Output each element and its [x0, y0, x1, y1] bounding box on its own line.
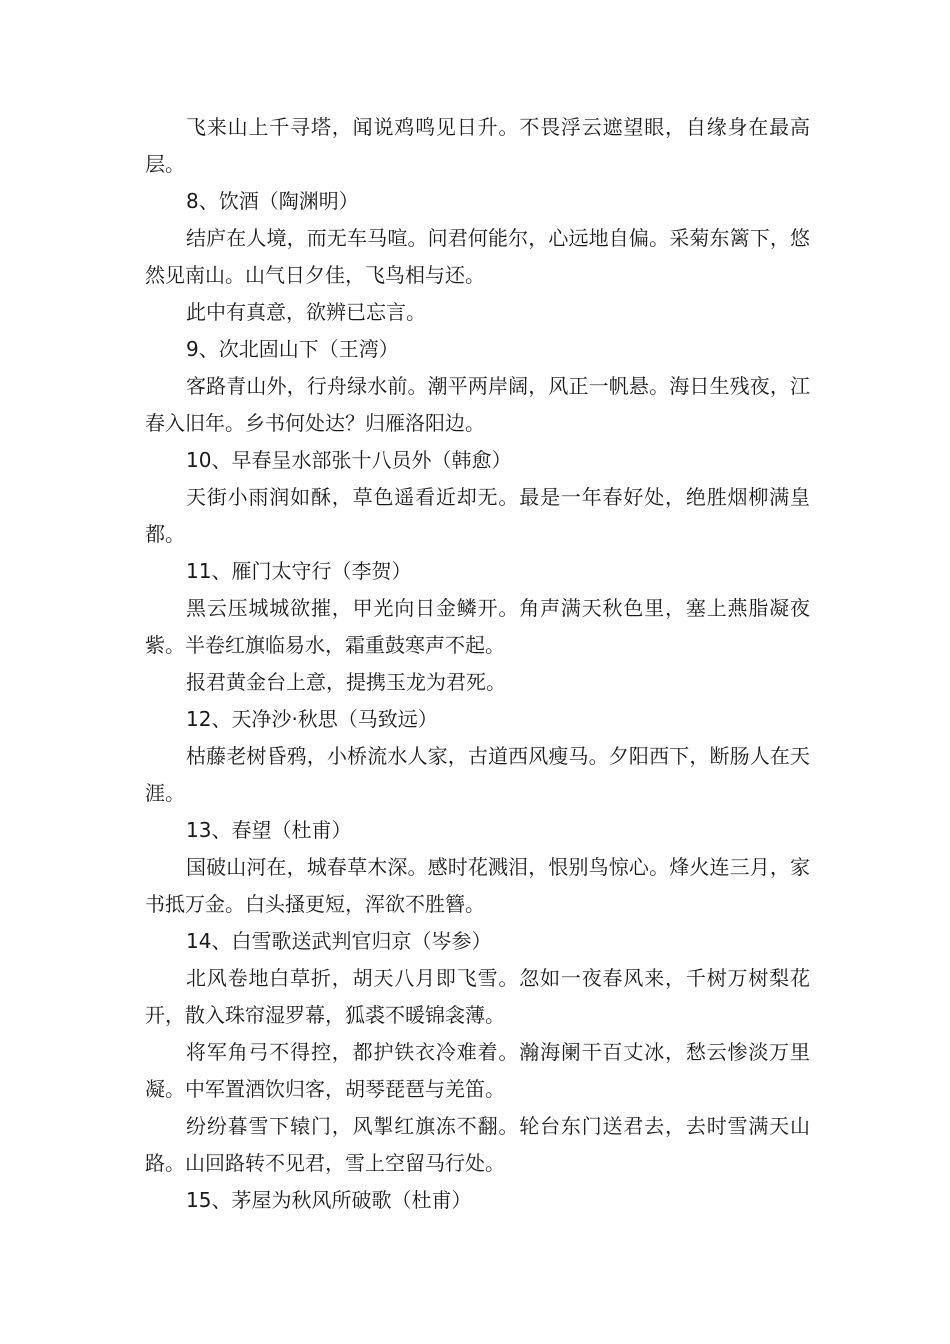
poem-text: 此中有真意，欲辨已忘言。	[186, 300, 426, 324]
poem-text: 将军角弓不得控，都护铁衣冷难着。瀚海阑干百丈冰，愁云惨淡万里凝。中军置酒饮归客，胡琴琵琶与羌笛。	[145, 1040, 810, 1101]
poem-text: 报君黄金台上意，提携玉龙为君死。	[186, 670, 506, 694]
poem-text: 北风卷地白草折，胡天八月即飞雪。忽如一夜春风来，千树万树梨花开，散入珠帘湿罗幕，狐裘不暖锦衾薄。	[145, 966, 810, 1027]
poem-heading: 9、次北固山下（王湾）	[186, 337, 399, 361]
poem-heading: 8、饮酒（陶渊明）	[186, 189, 359, 213]
poem-text: 结庐在人境，而无车马喧。问君何能尔，心远地自偏。采菊东篱下，悠然见南山。山气日夕佳，飞鸟相与还。	[145, 226, 810, 287]
poem-heading: 12、天净沙·秋思（马致远）	[186, 707, 438, 731]
poem-text: 国破山河在，城春草木深。感时花溅泪，恨别鸟惊心。烽火连三月，家书抵万金。白头搔更短，浑欲不胜簪。	[145, 855, 810, 916]
document-body	[145, 109, 810, 1219]
poem-text: 枯藤老树昏鸦，小桥流水人家，古道西风瘦马。夕阳西下，断肠人在天涯。	[145, 744, 810, 805]
poem-heading: 15、茅屋为秋风所破歌（杜甫）	[186, 1188, 472, 1212]
poem-text: 黑云压城城欲摧，甲光向日金鳞开。角声满天秋色里，塞上燕脂凝夜紫。半卷红旗临易水，霜重鼓寒声不起。	[145, 596, 810, 657]
poem-text: 飞来山上千寻塔，闻说鸡鸣见日升。不畏浮云遮望眼，自缘身在最高层。	[145, 115, 810, 176]
poem-heading: 10、早春呈水部张十八员外（韩愈）	[186, 448, 512, 472]
poem-text: 客路青山外，行舟绿水前。潮平两岸阔，风正一帆悬。海日生残夜，江春入旧年。乡书何处达？归雁洛阳边。	[145, 374, 810, 435]
poem-text: 天街小雨润如酥，草色遥看近却无。最是一年春好处，绝胜烟柳满皇都。	[145, 485, 810, 546]
poem-heading: 13、春望（杜甫）	[186, 818, 352, 842]
poem-heading: 11、雁门太守行（李贺）	[186, 559, 412, 583]
poem-text: 纷纷暮雪下辕门，风掣红旗冻不翻。轮台东门送君去，去时雪满天山路。山回路转不见君，雪上空留马行处。	[145, 1114, 810, 1175]
poem-heading: 14、白雪歌送武判官归京（岑参）	[186, 929, 492, 953]
